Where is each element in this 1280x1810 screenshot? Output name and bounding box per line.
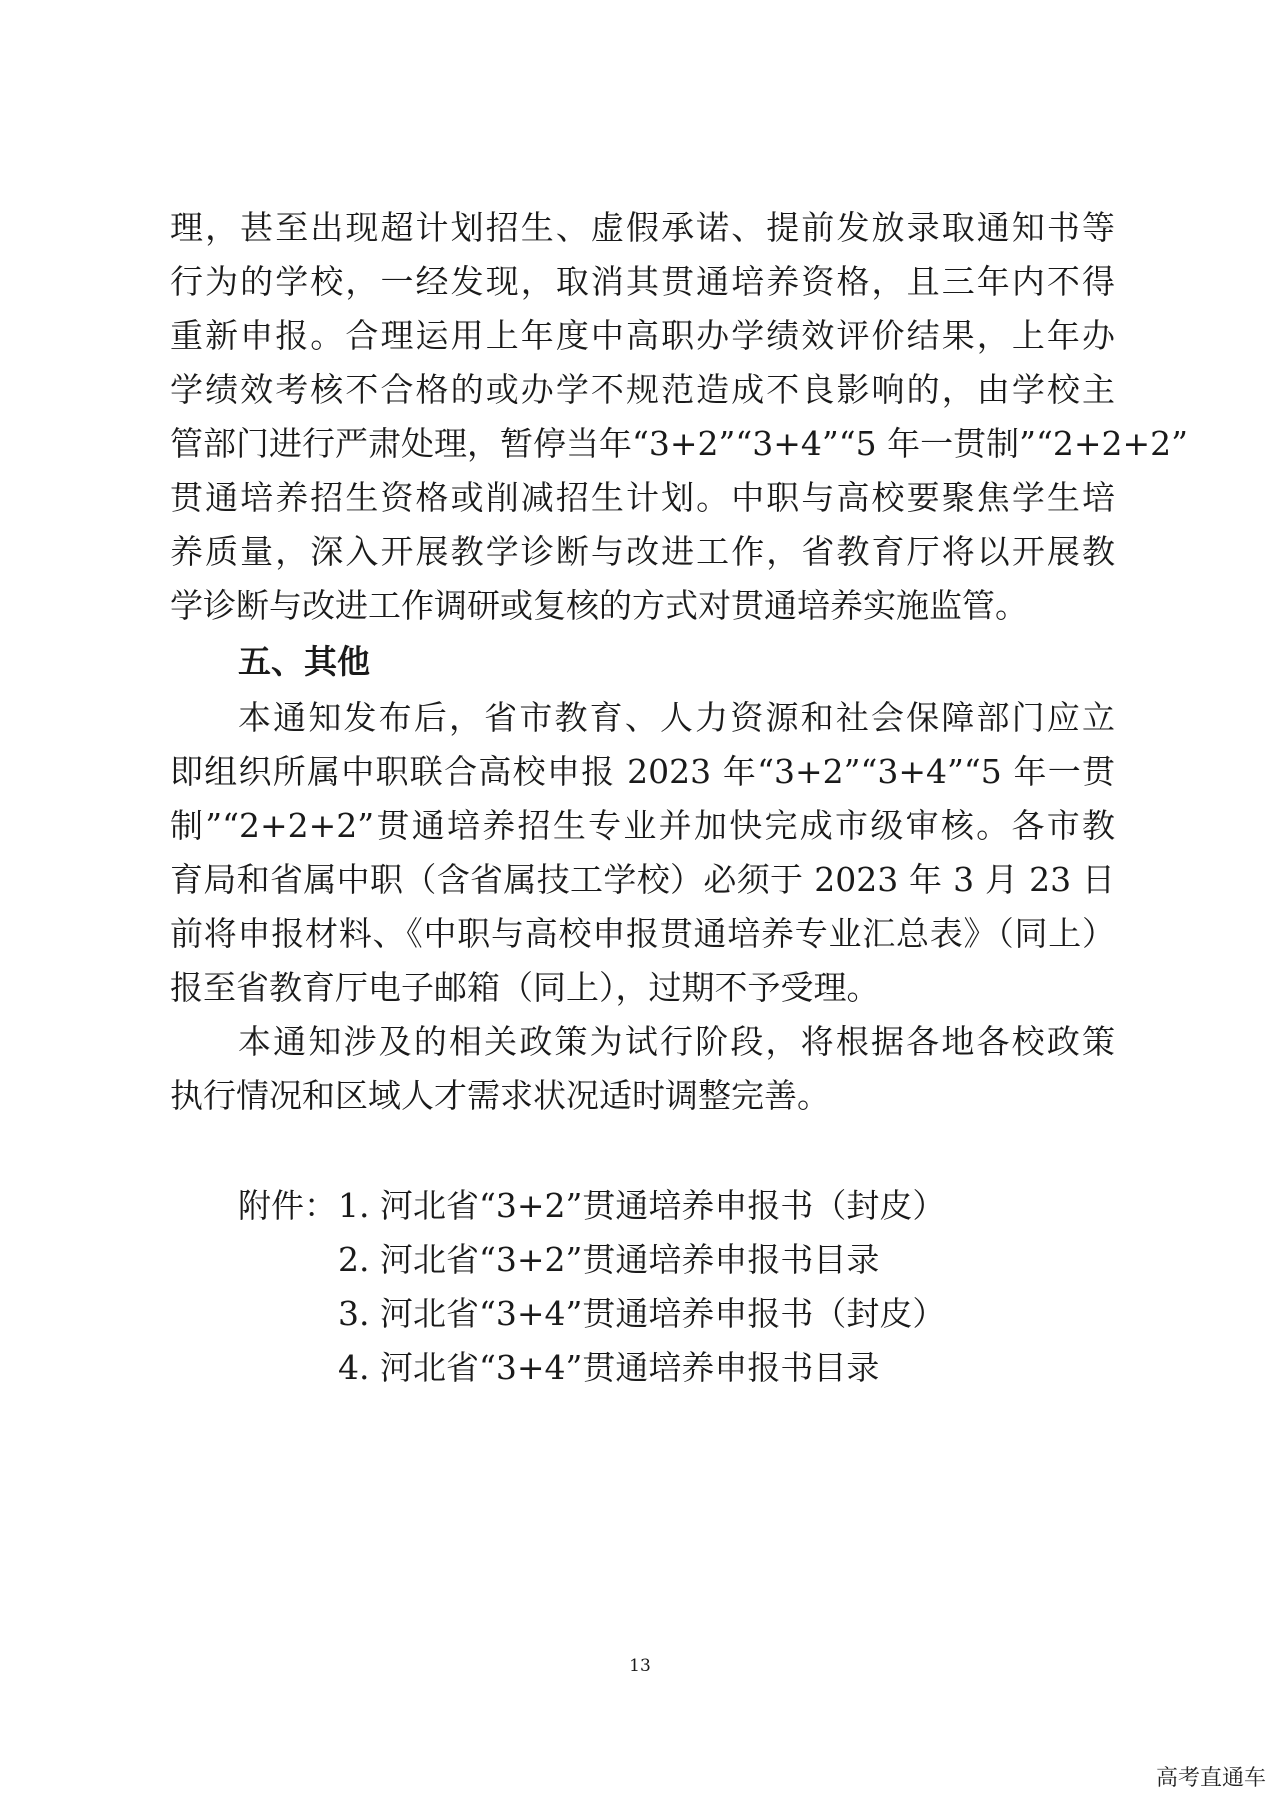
attachment-item: 3. 河北省“3+4”贯通培养申报书（封皮）: [338, 1294, 946, 1333]
section-heading: 五、其他: [238, 642, 370, 681]
attachment-item: 2. 河北省“3+2”贯通培养申报书目录: [338, 1240, 880, 1279]
watermark: 高考直通车: [1155, 1766, 1266, 1791]
body-line: 本通知发布后，省市教育、人力资源和社会保障部门应立: [238, 698, 1115, 737]
body-line: 行为的学校，一经发现，取消其贯通培养资格，且三年内不得: [170, 262, 1115, 301]
body-line: 执行情况和区域人才需求状况适时调整完善。: [170, 1076, 830, 1115]
attachment-item: 1. 河北省“3+2”贯通培养申报书（封皮）: [338, 1186, 946, 1225]
body-line: 重新申报。合理运用上年度中高职办学绩效评价结果，上年办: [170, 316, 1115, 355]
body-line: 学绩效考核不合格的或办学不规范造成不良影响的，由学校主: [170, 370, 1115, 409]
attachment-item: 4. 河北省“3+4”贯通培养申报书目录: [338, 1348, 880, 1387]
body-line: 即组织所属中职联合高校申报 2023 年“3+2”“3+4”“5 年一贯: [170, 752, 1115, 791]
body-line: 制”“2+2+2”贯通培养招生专业并加快完成市级审核。各市教: [170, 806, 1115, 845]
body-line: 学诊断与改进工作调研或复核的方式对贯通培养实施监管。: [170, 586, 1028, 625]
attachments-label: 附件：: [238, 1186, 337, 1225]
body-line: 本通知涉及的相关政策为试行阶段，将根据各地各校政策: [238, 1022, 1115, 1061]
body-line: 育局和省属中职（含省属技工学校）必须于 2023 年 3 月 23 日: [170, 860, 1115, 899]
body-line: 前将申报材料、《中职与高校申报贯通培养专业汇总表》（同上）: [170, 914, 1115, 953]
body-line: 管部门进行严肃处理，暂停当年“3+2”“3+4”“5 年一贯制”“2+2+2”: [170, 424, 1189, 463]
body-line: 贯通培养招生资格或削减招生计划。中职与高校要聚焦学生培: [170, 478, 1115, 517]
body-line: 养质量，深入开展教学诊断与改进工作，省教育厅将以开展教: [170, 532, 1115, 571]
page-number: 13: [629, 1656, 651, 1676]
body-line: 理，甚至出现超计划招生、虚假承诺、提前发放录取通知书等: [170, 208, 1115, 247]
body-line: 报至省教育厅电子邮箱（同上），过期不予受理。: [170, 968, 880, 1007]
